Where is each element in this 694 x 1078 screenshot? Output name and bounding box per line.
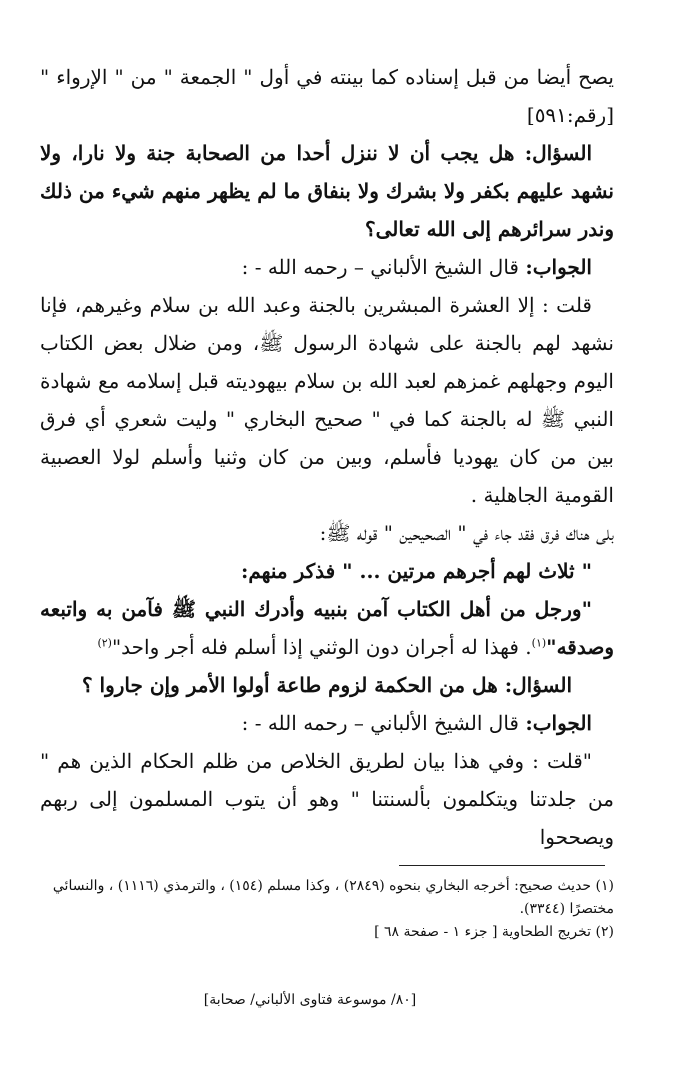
- question-text: هل يجب أن لا ننزل أحدا من الصحابة جنة ولا نارا، ولا نشهد عليهم بكفر ولا بشرك ولا بنفاق ما لم يظهر منهم شيء من ذلك وندر سرائرهم إلى الله تعالى؟: [40, 141, 614, 241]
- answer-1: [40, 248, 614, 286]
- hadith-quote: [40, 590, 614, 666]
- answer-attribution: قال الشيخ الألباني – رحمه الله - :: [241, 711, 519, 735]
- question-label: السؤال:: [524, 141, 592, 165]
- hadith-text: "ورجل من أهل الكتاب آمن بنبيه وأدرك النبي ﷺ فآمن به واتبعه وصدقه": [40, 597, 614, 659]
- footnote-divider: [399, 865, 605, 866]
- answer-label: الجواب:: [525, 711, 592, 735]
- answer-2: [40, 704, 614, 742]
- main-text: [40, 58, 614, 856]
- footnote-2: (٢) تخريج الطحاوية [ جزء ١ - صفحة ٦٨ ]: [374, 924, 614, 940]
- paragraph-answer: قلت : إلا العشرة المبشرين بالجنة وعبد الله بن سلام وغيرهم، فإنا نشهد لهم بالجنة على شهادة الرسول ﷺ، ومن ضلال بعض الكتاب اليوم وجهلهم غمزهم لعبد الله بن سلام بيهوديته قبل إسلامه مع شهادة النبي ﷺ له بالجنة كما في " صحيح البخاري " وليت شعري أي فرق بين من كان يهوديا فأسلم، وبين من كان وثنيا وأسلم لولا العصبية القومية الجاهلية .: [40, 293, 614, 507]
- hadith-commentary: . فهذا له أجران دون الوثني إذا أسلم فله أجر واحد": [111, 635, 532, 659]
- footnote-ref-1[interactable]: (١): [531, 636, 547, 650]
- answer-attribution: قال الشيخ الألباني – رحمه الله - :: [241, 255, 519, 279]
- footnotes: [40, 875, 614, 944]
- footnote-1: (١) حديث صحيح: أخرجه البخاري بنحوه (٢٨٤٩) ، وكذا مسلم (١٥٤) ، والترمذي (١١١٦) ، والنسائي مختصرًا (٣٣٤٤).: [52, 878, 614, 917]
- question-label: السؤال:: [504, 673, 573, 697]
- question-1: [40, 134, 614, 248]
- answer-label: الجواب:: [525, 255, 592, 279]
- question-text: هل من الحكمة لزوم طاعة أولوا الأمر وإن جاروا ؟: [81, 673, 498, 697]
- footnote-ref-2[interactable]: (٢): [97, 636, 112, 650]
- question-2: [40, 666, 614, 704]
- paragraph-final: "قلت : وفي هذا بيان لطريق الخلاص من ظلم الحكام الذين هم " من جلدتنا ويتكلمون بألسنتنا " وهو أن يتوب المسلمون إلى ربهم ويصححوا: [40, 749, 614, 849]
- paragraph-sahihayn: بلى هناك فرق فقد جاء في " الصحيحين " قوله ﷺ:: [319, 521, 614, 545]
- paragraph-intro: يصح أيضا من قبل إسناده كما بينته في أول " الجمعة " من " الإرواء " [رقم:٥٩١]: [40, 65, 614, 127]
- page-footer: [٨٠/ موسوعة فتاوى الألباني/ صحابة]: [203, 992, 417, 1008]
- hadith-intro: " ثلاث لهم أجرهم مرتين ... " فذكر منهم:: [240, 559, 592, 583]
